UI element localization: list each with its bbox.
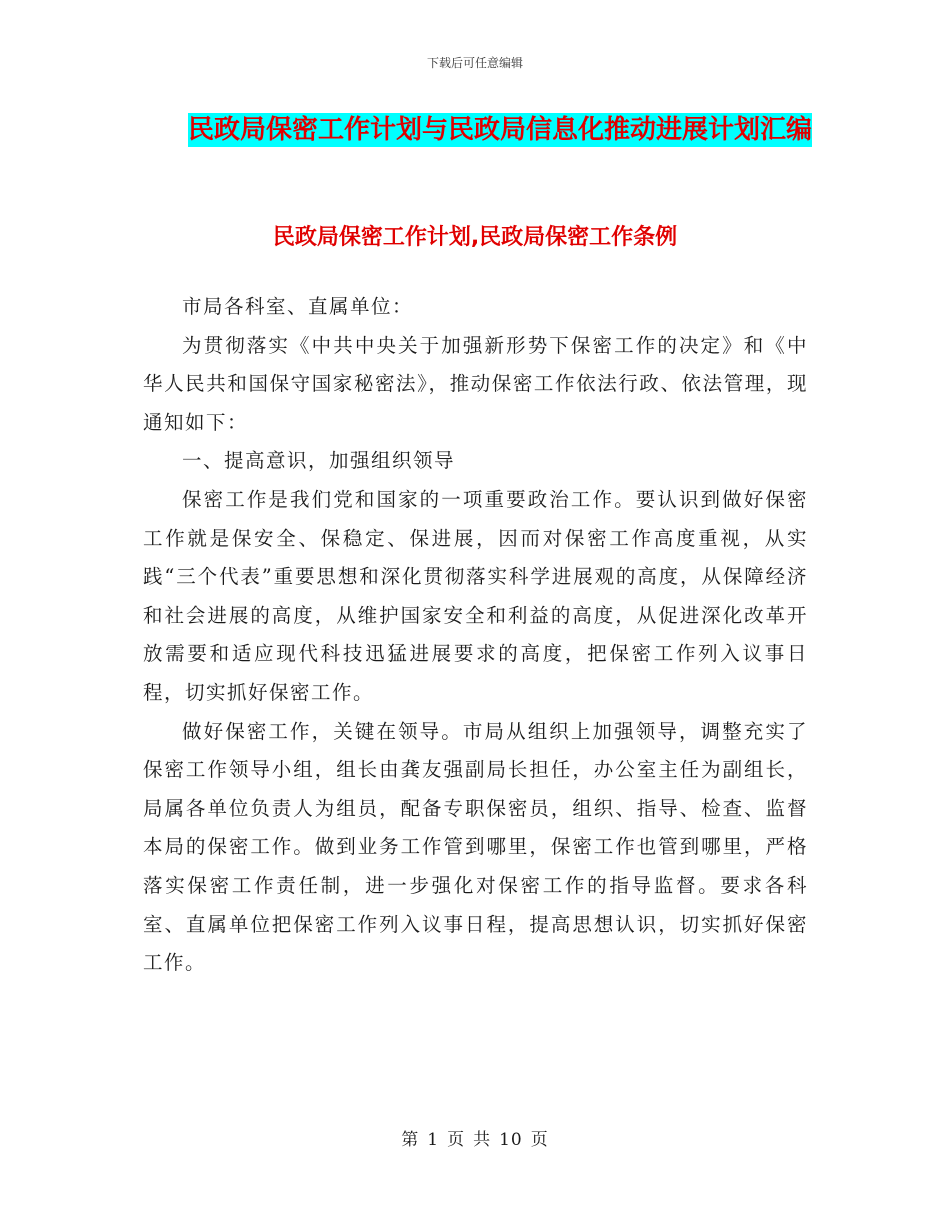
paragraph-body-2: 做好保密工作，关键在领导。市局从组织上加强领导，调整充实了保密工作领导小组，组长由龚友强副局长担任，办公室主任为副组长，局属各单位负责人为组员，配备专职保密员，组织、指导、检查、监督本局的保密工作。做到业务工作管到哪里，保密工作也管到哪里，严格落实保密工作责任制，进一步强化对保密工作的指导监督。要求各科室、直属单位把保密工作列入议事日程，提高思想认识，切实抓好保密工作。 bbox=[143, 719, 808, 975]
footer-suffix: 页 bbox=[530, 1130, 549, 1150]
paragraph-body-1: 保密工作是我们党和国家的一项重要政治工作。要认识到做好保密工作就是保安全、保稳定、保进展，因而对保密工作高度重视，从实践“三个代表”重要思想和深化贯彻落实科学进展观的高度，从保障经济和社会进展的高度，从维护国家安全和利益的高度，从促进深化改革开放需要和适应现代科技迅猛进展要求的高度，把保密工作列入议事日程，切实抓好保密工作。 bbox=[143, 487, 808, 704]
paragraph-salutation: 市局各科室、直属单位： bbox=[182, 295, 414, 318]
document-title-text: 民政局保密工作计划与民政局信息化推动进展计划汇编 bbox=[187, 115, 812, 145]
paragraph-intro: 为贯彻落实《中共中央关于加强新形势下保密工作的决定》和《中华人民共和国保守国家秘密法》，推动保密工作依法行政、依法管理，现通知如下： bbox=[143, 333, 808, 434]
footer-current-page: 1 bbox=[427, 1130, 440, 1150]
page-number-footer bbox=[0, 1125, 950, 1150]
header-note: 下载后可任意编辑 bbox=[426, 56, 523, 70]
footer-page-word: 页 bbox=[447, 1130, 466, 1150]
footer-total-pages: 10 bbox=[499, 1130, 523, 1150]
paragraph-heading-1: 一、提高意识，加强组织领导 bbox=[182, 449, 456, 473]
footer-prefix: 第 bbox=[401, 1130, 420, 1150]
footer-total-word: 共 bbox=[473, 1130, 492, 1150]
document-title bbox=[180, 106, 820, 154]
document-body bbox=[143, 288, 808, 983]
section-title: 民政局保密工作计划,民政局保密工作条例 bbox=[272, 225, 678, 250]
